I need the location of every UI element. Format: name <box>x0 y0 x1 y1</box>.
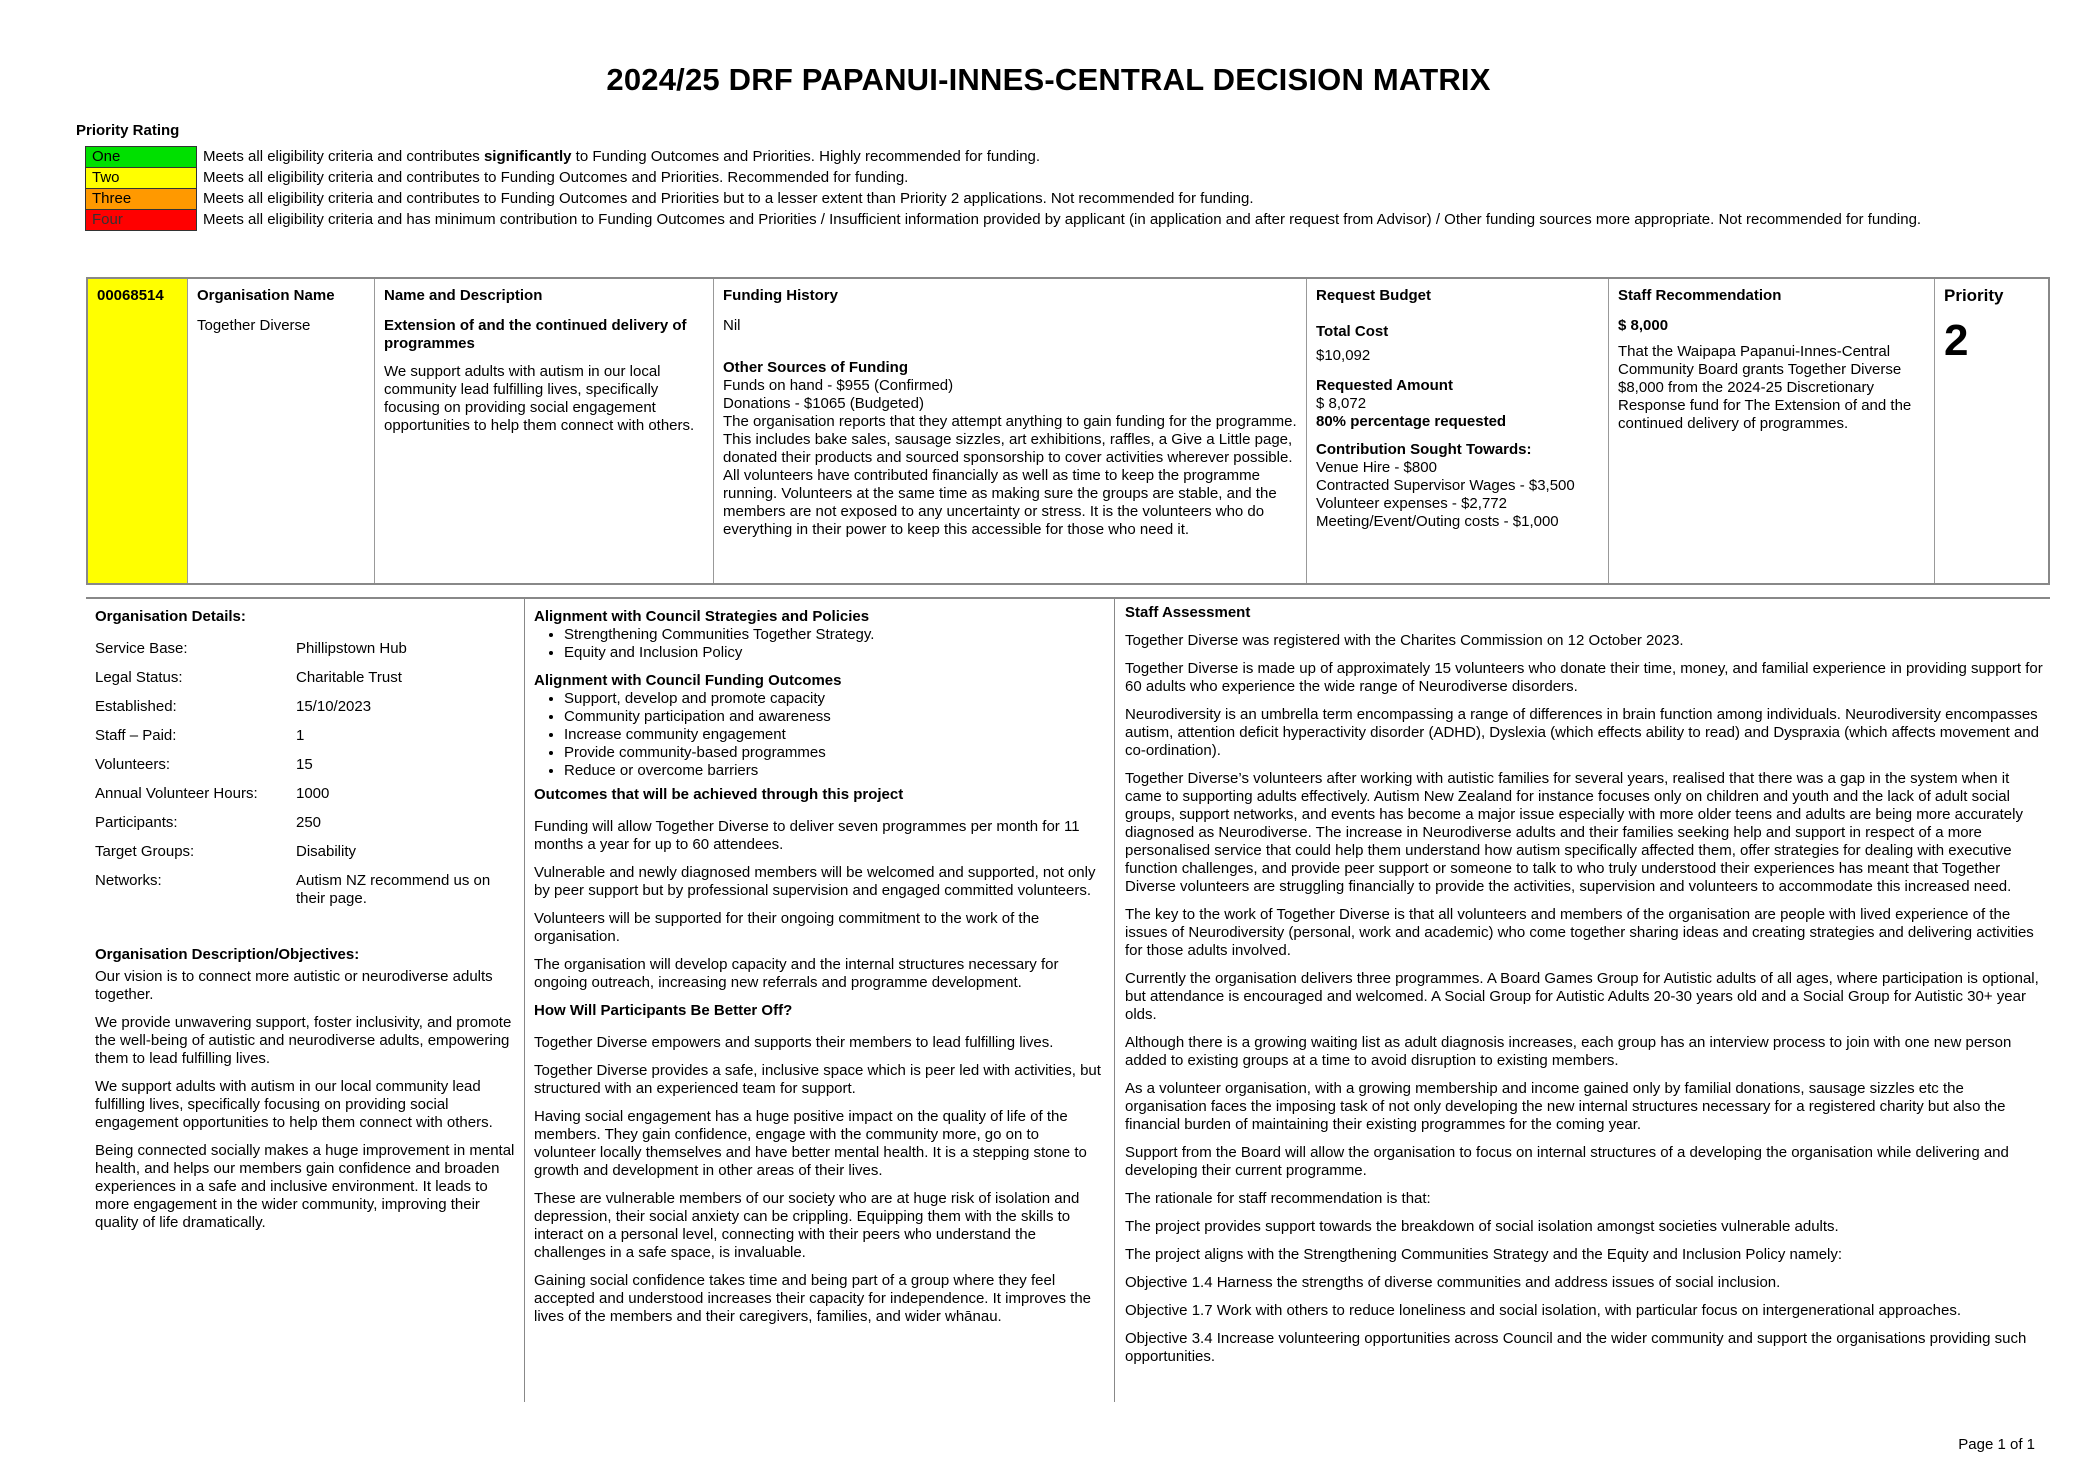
priority-header: Priority <box>1944 286 2004 305</box>
priority-rating-heading: Priority Rating <box>76 122 180 139</box>
org-desc-para: We support adults with autism in our local community lead fulfilling lives, specifically focusing on providing social engagement opportunities to help them connect with others. <box>95 1078 493 1131</box>
assessment-para: Objective 3.4 Increase volunteering opportunities across Council and the wider community and support the organisations providing such opportunities. <box>1125 1330 2027 1365</box>
assessment-para: The rationale for staff recommendation is that: <box>1125 1190 1431 1207</box>
list-item: • Equity and Inclusion Policy <box>564 644 1104 662</box>
staff-assessment-heading: Staff Assessment <box>1125 604 1251 621</box>
list-item: • Support, develop and promote capacity <box>564 690 1104 708</box>
org-desc-heading: Organisation Description/Objectives: <box>95 946 360 963</box>
priority-two-text: Meets all eligibility criteria and contributes to Funding Outcomes and Priorities. Recommended for funding. <box>203 168 909 186</box>
assessment-para: Together Diverse is made up of approximately 15 volunteers who donate their time, money, and familial experience in providing support for 60 adults who experience the wide range of Neurodiverse disorders. <box>1125 660 2043 695</box>
alignment-section <box>534 608 1104 1336</box>
assessment-para: Together Diverse was registered with the Charites Commission on 12 October 2023. <box>1125 632 1684 649</box>
priority-two-swatch: Two <box>86 168 197 189</box>
contribution-header: Contribution Sought Towards: <box>1316 441 1532 458</box>
funding-history-header: Funding History <box>723 287 838 304</box>
detail-row: Annual Volunteer Hours: 1000 <box>95 785 330 802</box>
detail-row: Target Groups: Disability <box>95 843 357 860</box>
decision-matrix <box>86 277 2050 585</box>
column-divider <box>524 599 525 1402</box>
detail-row: Established: 15/10/2023 <box>95 698 372 715</box>
achieved-heading: Outcomes that will be achieved through this project <box>534 786 904 803</box>
priority-rating-table <box>85 146 1975 231</box>
achieved-para: The organisation will develop capacity and the internal structures necessary for ongoing outreach, increasing new referrals and programme development. <box>534 956 1059 991</box>
better-off-para: Together Diverse empowers and supports their members to lead fulfilling lives. <box>534 1034 1054 1051</box>
requested-amount-label: Requested Amount <box>1316 377 1453 394</box>
achieved-para: Volunteers will be supported for their ongoing commitment to the work of the organisation. <box>534 910 1040 945</box>
assessment-para: The project aligns with the Strengthening Communities Strategy and the Equity and Inclusion Policy namely: <box>1125 1246 1843 1263</box>
list-item: • Increase community engagement <box>564 726 1104 744</box>
detail-row: Networks: Autism NZ recommend us on their page. <box>95 872 491 907</box>
list-item: • Strengthening Communities Together Strategy. <box>564 626 1104 644</box>
staff-rec-col <box>1609 279 1935 583</box>
priority-one-swatch: One <box>86 147 197 168</box>
org-name-col <box>188 279 375 583</box>
assessment-para: Together Diverse’s volunteers after working with autistic families for several years, realised that there was a gap in the system when it came to supporting adults effectively. Autism New Zealand for instance focuses only on children and youth and the lack of adult social groups, support networks, and events has become a major issue especially with more older teens and adults are being more accurately diagnosed as Neurodiverse. The increase in Neurodiverse adults and their families seeking help and support in respect of a more personalised service that could help them understand how autism specifically affected them, offer strategies for dealing with executive function challenges, and provide peer support or someone to talk to who truly understood their experiences has meant that Together Diverse volunteers are struggling financially to provide the activities, supervision and volunteers to accommodate this increased need. <box>1125 770 2023 895</box>
outcomes-heading: Alignment with Council Funding Outcomes <box>534 672 842 689</box>
achieved-para: Vulnerable and newly diagnosed members will be welcomed and supported, not only by peer support but by professional supervision and engaged committed volunteers. <box>534 864 1096 899</box>
priority-row-four <box>86 210 1975 231</box>
org-desc-para: Being connected socially makes a huge improvement in mental health, and helps our members gain confidence and broaden experiences in a safe and inclusive environment. It leads to more engagement in the wider community, improving their quality of life dramatically. <box>95 1142 515 1231</box>
priority-three-swatch: Three <box>86 189 197 210</box>
detail-row: Legal Status: Charitable Trust <box>95 669 402 686</box>
other-sources-header: Other Sources of Funding <box>723 359 909 376</box>
other-source-item: Donations - $1065 (Budgeted) <box>723 395 924 412</box>
assessment-para: The key to the work of Together Diverse is that all volunteers and members of the organisation are people with lived experience of the issues of Neurodiversity (personal, work and academic) who come together sharing ideas and creating strategies and delivering activities for those adults involved. <box>1125 906 2034 959</box>
strategies-heading: Alignment with Council Strategies and Policies <box>534 608 870 625</box>
staff-rec-amount: $ 8,000 <box>1618 317 1669 334</box>
funding-history: Nil <box>723 317 741 334</box>
org-name: Together Diverse <box>197 317 311 334</box>
name-desc-col <box>375 279 714 583</box>
org-name-header: Organisation Name <box>197 287 335 304</box>
org-desc-para: We provide unwavering support, foster inclusivity, and promote the well-being of autistic and neurodiverse adults, empowering them to lead fulfilling lives. <box>95 1014 512 1067</box>
achieved-para: Funding will allow Together Diverse to deliver seven programmes per month for 11 months a year for up to 60 attendees. <box>534 818 1080 853</box>
name-desc-header: Name and Description <box>384 287 543 304</box>
column-divider <box>1114 599 1115 1402</box>
organisation-details <box>95 608 515 1242</box>
assessment-para: Although there is a growing waiting list as adult diagnosis increases, each group has an interview process to join with one new person added to existing groups at a time to avoid disruption to existing members. <box>1125 1034 2012 1069</box>
detail-row: Staff – Paid: 1 <box>95 727 305 744</box>
detail-row: Volunteers: 15 <box>95 756 313 773</box>
request-budget-header: Request Budget <box>1316 287 1432 304</box>
contribution-item: Meeting/Event/Outing costs - $1,000 <box>1316 513 1559 530</box>
priority-row-two <box>86 168 1975 189</box>
detail-row: Participants: 250 <box>95 814 322 831</box>
section-divider <box>86 597 2050 599</box>
priority-value: 2 <box>1944 316 1969 365</box>
request-budget-col <box>1307 279 1609 583</box>
other-source-item: Funds on hand - $955 (Confirmed) <box>723 377 954 394</box>
page-number: Page 1 of 1 <box>1958 1436 2035 1453</box>
contribution-item: Venue Hire - $800 <box>1316 459 1437 476</box>
priority-four-text: Meets all eligibility criteria and has minimum contribution to Funding Outcomes and Priorities / Insufficient information provided by applicant (in application and after request from Advisor) / Other funding sources more appropriate. Not recommended for funding. <box>203 210 1922 228</box>
priority-row-one <box>86 147 1975 168</box>
assessment-para: Support from the Board will allow the organisation to focus on internal structures of a developing the organisation while delivering and developing their current programme. <box>1125 1144 2009 1179</box>
project-title: Extension of and the continued delivery of programmes <box>384 317 687 352</box>
requested-amount: $ 8,072 <box>1316 395 1367 412</box>
priority-three-text: Meets all eligibility criteria and contributes to Funding Outcomes and Priorities but to a lesser extent than Priority 2 applications. Not recommended for funding. <box>203 189 1254 207</box>
better-off-para: Gaining social confidence takes time and being part of a group where they feel accepted and understood increases their capacity for independence. It improves the lives of the members and their caregivers, families, and wider whānau. <box>534 1272 1092 1325</box>
outcomes-list <box>534 690 1104 780</box>
priority-row-three <box>86 189 1975 210</box>
page-title: 2024/25 DRF PAPANUI-INNES-CENTRAL DECISION MATRIX <box>606 62 1491 97</box>
funding-history-col <box>714 279 1307 583</box>
org-details-heading: Organisation Details: <box>95 608 246 625</box>
application-id: 00068514 <box>88 279 188 583</box>
priority-one-text: Meets all eligibility criteria and contributes significantly to Funding Outcomes and Priorities. Highly recommended for funding. <box>203 147 1041 165</box>
list-item: • Community participation and awareness <box>564 708 1104 726</box>
assessment-para: Neurodiversity is an umbrella term encompassing a range of differences in brain function among individuals. Neurodiversity encompasses autism, attention deficit hyperactivity disorder (ADHD), Dyslexia (which effects ability to read) and Dyspraxia (which affects movement and co-ordination). <box>1125 706 2039 759</box>
staff-rec-header: Staff Recommendation <box>1618 287 1782 304</box>
better-off-para: Together Diverse provides a safe, inclusive space which is peer led with activities, but structured with an experienced team for support. <box>534 1062 1101 1097</box>
better-off-para: Having social engagement has a huge positive impact on the quality of life of the members. They gain confidence, engage with the community more, go on to volunteer locally themselves and have better mental health. It is a stepping stone to growth and development in other areas of their lives. <box>534 1108 1087 1179</box>
detail-row: Service Base: Phillipstown Hub <box>95 640 407 657</box>
priority-four-swatch: Four <box>86 210 197 231</box>
contribution-item: Contracted Supervisor Wages - $3,500 <box>1316 477 1575 494</box>
priority-col <box>1935 279 2048 583</box>
list-item: • Provide community-based programmes <box>564 744 1104 762</box>
project-desc: We support adults with autism in our local community lead fulfilling lives, specifically focusing on providing social engagement opportunities to help them connect with others. <box>384 363 695 434</box>
assessment-para: The project provides support towards the breakdown of social isolation amongst societies vulnerable adults. <box>1125 1218 1839 1235</box>
total-cost: $10,092 <box>1316 347 1371 364</box>
percentage-requested: 80% percentage requested <box>1316 413 1507 430</box>
staff-rec-text: That the Waipapa Papanui-Innes-Central Community Board grants Together Diverse $8,000 from the 2024-25 Discretionary Response fund for The Extension of and the continued delivery of programmes. <box>1618 343 1912 432</box>
list-item: • Reduce or overcome barriers <box>564 762 1104 780</box>
strategies-list <box>534 626 1104 662</box>
assessment-para: Objective 1.7 Work with others to reduce loneliness and social isolation, with particular focus on intergenerational approaches. <box>1125 1302 1962 1319</box>
org-desc-para: Our vision is to connect more autistic or neurodiverse adults together. <box>95 968 493 1003</box>
better-off-para: These are vulnerable members of our society who are at huge risk of isolation and depression, their social anxiety can be crippling. Equipping them with the skills to interact on a personal level, connecting with their peers who understand the challenges in a safe space, is invaluable. <box>534 1190 1080 1261</box>
contribution-item: Volunteer expenses - $2,772 <box>1316 495 1507 512</box>
assessment-para: Objective 1.4 Harness the strengths of diverse communities and address issues of social inclusion. <box>1125 1274 1781 1291</box>
other-sources-text: The organisation reports that they attempt anything to gain funding for the programme. This includes bake sales, sausage sizzles, art exhibitions, raffles, a Give a Little page, donated their products and sourced sponsorship to cover activities wherever possible. All volunteers have contributed financially as well as time to keep the programme running. Volunteers at the same time as making sure the groups are stable, and the members are not exposed to any uncertainty or stress. It is the volunteers who do everything in their power to keep this accessible for those who need it. <box>723 413 1297 538</box>
total-cost-label: Total Cost <box>1316 323 1389 340</box>
assessment-para: Currently the organisation delivers three programmes. A Board Games Group for Autistic adults of all ages, where participation is optional, but attendance is encouraged and welcomed. A Social Group for Autistic Adults 20-30 years old and a Social Group for Autistic 30+ year olds. <box>1125 970 2039 1023</box>
better-off-heading: How Will Participants Be Better Off? <box>534 1002 793 1019</box>
staff-assessment <box>1125 604 2045 1376</box>
assessment-para: As a volunteer organisation, with a growing membership and income gained only by familial donations, sausage sizzles etc the organisation faces the imposing task of not only developing the new internal structures necessary for a registered charity but also the financial burden of maintaining their existing programmes for the coming year. <box>1125 1080 2006 1133</box>
